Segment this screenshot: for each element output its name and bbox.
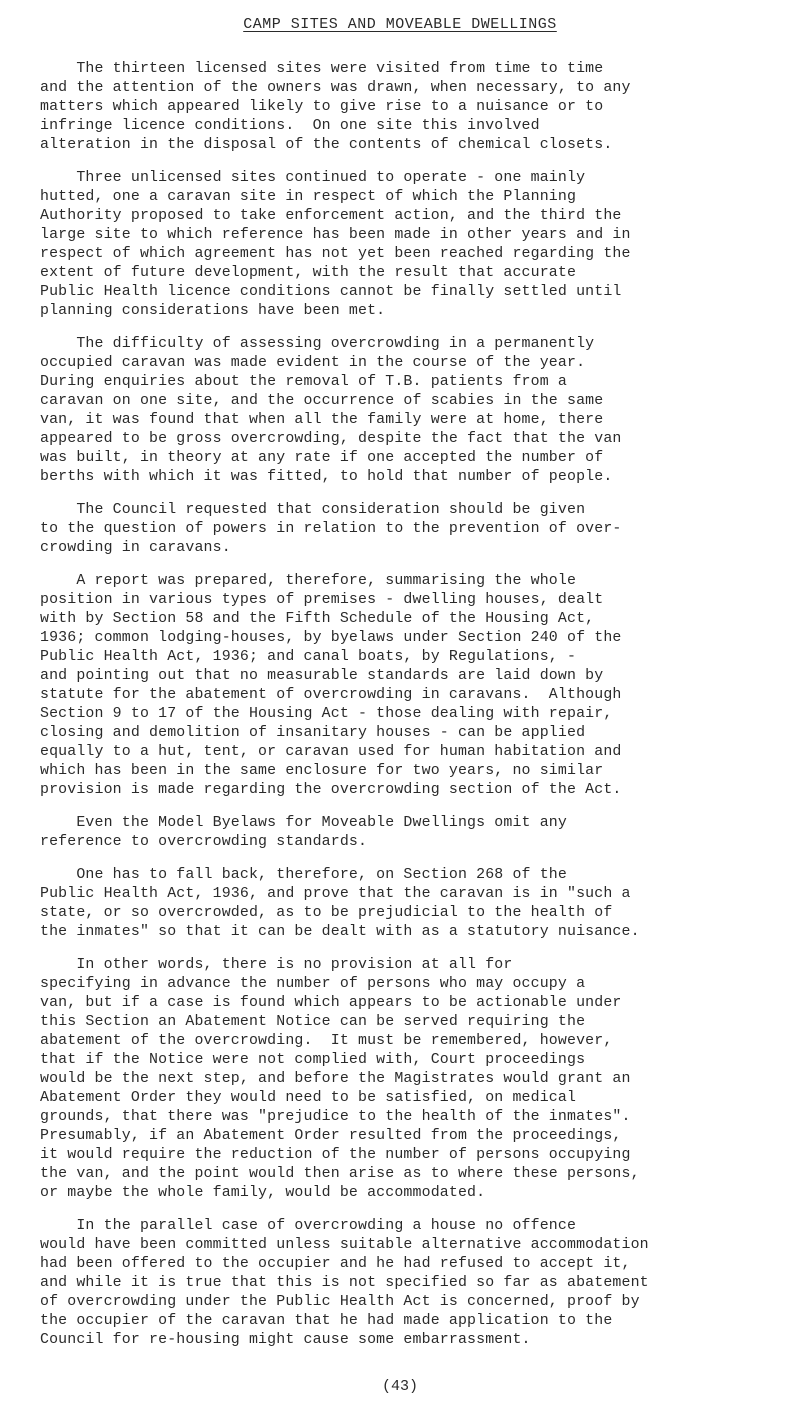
paragraph-section-268: One has to fall back, therefore, on Section 268 of the Public Health Act, 1936, and prove that the caravan is in "such a state, or so overcrowded, as to be prejudicial to the health of the inmates" so that it can be dealt with as a statutory nuisance.	[40, 867, 640, 940]
paragraph-overcrowding-difficulty: The difficulty of assessing overcrowding in a permanently occupied caravan was made evident in the course of the year. During enquiries about the removal of T.B. patients from a caravan on one site, and the occurrence of scabies in the same van, it was found that when all the family were at home, there appeared to be gross overcrowding, despite the fact that the van was built, in theory at any rate if one accepted the number of berths with which it was fitted, to hold that number of people.	[40, 336, 622, 485]
paragraph-parallel-case: In the parallel case of overcrowding a house no offence would have been committed unless suitable alternative accommodation had been offered to the occupier and he had refused to accept it, and while it is true that this is not specified so far as abatement of overcrowding under the Public Health Act is concerned, proof by the occupier of the caravan that he had made application to the Council for re-housing might cause some embarrassment.	[40, 1218, 649, 1348]
paragraph-report: A report was prepared, therefore, summarising the whole position in various types of premises - dwelling houses, dealt with by Section 58 and the Fifth Schedule of the Housing Act, 1936; common lodging-houses, by byelaws under Section 240 of the Public Health Act, 1936; and canal boats, by Regulations, - and pointing out that no measurable standards are laid down by statute for the abatement of overcrowding in caravans. Although Section 9 to 17 of the Housing Act - those dealing with repair, closing and demolition of insanitary houses - can be applied equally to a hut, tent, or caravan used for human habitation and which has been in the same enclosure for two years, no similar provision is made regarding the overcrowding section of the Act.	[40, 573, 622, 798]
body-text	[40, 60, 780, 1364]
paragraph-unlicensed-sites: Three unlicensed sites continued to operate - one mainly hutted, one a caravan site in respect of which the Planning Authority proposed to take enforcement action, and the third the large site to which reference has been made in other years and in respect of which agreement has not yet been reached regarding the extent of future development, with the result that accurate Public Health licence conditions cannot be finally settled until planning considerations have been met.	[40, 170, 631, 319]
paragraph-abatement: In other words, there is no provision at all for specifying in advance the number of persons who may occupy a van, but if a case is found which appears to be actionable under this Section an Abatement Notice can be served requiring the abatement of the overcrowding. It must be remembered, however, that if the Notice were not complied with, Court proceedings would be the next step, and before the Magistrates would grant an Abatement Order they would need to be satisfied, on medical grounds, that there was "prejudice to the health of the inmates". Presumably, if an Abatement Order resulted from the proceedings, it would require the reduction of the number of persons occupying the van, and the point would then arise as to where these persons, or maybe the whole family, would be accommodated.	[40, 957, 640, 1201]
paragraph-model-byelaws: Even the Model Byelaws for Moveable Dwellings omit any reference to overcrowding standards.	[40, 815, 567, 850]
paragraph-licensed-sites: The thirteen licensed sites were visited from time to time and the attention of the owners was drawn, when necessary, to any matters which appeared likely to give rise to a nuisance or to infringe licence conditions. On one site this involved alteration in the disposal of the contents of chemical closets.	[40, 61, 631, 153]
paragraph-council-request: The Council requested that consideration should be given to the question of powers in relation to the prevention of over- crowding in caravans.	[40, 502, 622, 556]
page-number: (43)	[381, 1378, 418, 1395]
page-heading: CAMP SITES AND MOVEABLE DWELLINGS	[243, 16, 557, 33]
